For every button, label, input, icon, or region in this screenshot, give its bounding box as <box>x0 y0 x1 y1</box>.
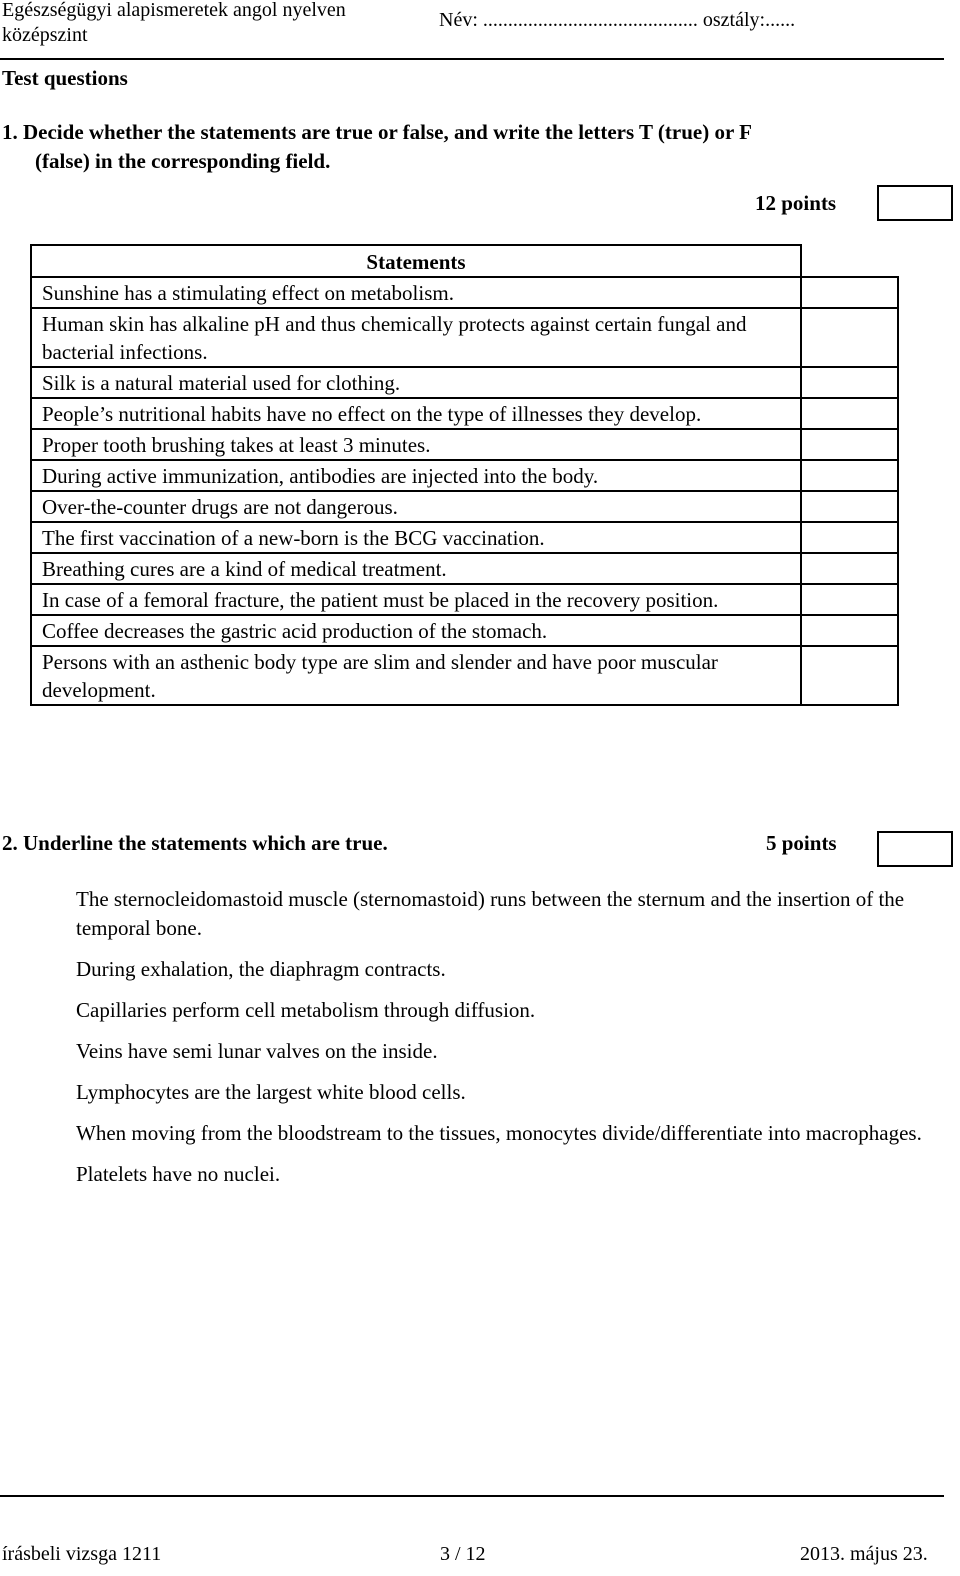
answer-field[interactable] <box>801 491 898 522</box>
answer-field[interactable] <box>801 584 898 615</box>
statement-row <box>31 584 898 615</box>
statement-text: Sunshine has a stimulating effect on metabolism. <box>31 277 801 308</box>
question2-statement[interactable]: Platelets have no nuclei. <box>76 1162 281 1186</box>
question1-line1: 1. Decide whether the statements are true or false, and write the letters T (true) or F <box>2 120 752 144</box>
statement-row <box>31 308 898 367</box>
question2-statement[interactable]: Capillaries perform cell metabolism through diffusion. <box>76 998 536 1022</box>
footer-divider <box>0 1495 944 1497</box>
statement-row <box>31 398 898 429</box>
question2-statement[interactable]: During exhalation, the diaphragm contracts. <box>76 957 446 981</box>
statement-row <box>31 553 898 584</box>
footer-exam-code: írásbeli vizsga 1211 <box>2 1543 162 1565</box>
statement-text: People’s nutritional habits have no effect on the type of illnesses they develop. <box>31 398 801 429</box>
statement-text: Persons with an asthenic body type are slim and slender and have poor muscular development. <box>31 646 801 705</box>
statement-text: Over-the-counter drugs are not dangerous. <box>31 491 801 522</box>
question1-points: 12 points <box>755 191 837 215</box>
answer-field[interactable] <box>801 615 898 646</box>
answer-field[interactable] <box>801 553 898 584</box>
question2-statement-list <box>76 885 936 1201</box>
answer-field[interactable] <box>801 308 898 367</box>
statement-text: In case of a femoral fracture, the patient must be placed in the recovery position. <box>31 584 801 615</box>
statement-row <box>31 460 898 491</box>
question1-line2: (false) in the corresponding field. <box>35 149 331 173</box>
question2-instruction: 2. Underline the statements which are true. <box>2 831 388 855</box>
answer-field[interactable] <box>801 367 898 398</box>
statement-row <box>31 491 898 522</box>
header-name-field: Név: ........................................... osztály:...... <box>439 9 796 31</box>
footer-date: 2013. május 23. <box>800 1543 928 1565</box>
section-title: Test questions <box>2 66 128 90</box>
question2-statement[interactable]: The sternocleidomastoid muscle (sternomastoid) runs between the sternum and the insertion of the temporal bone. <box>76 887 905 940</box>
question2-points: 5 points <box>766 831 837 855</box>
statement-text: Coffee decreases the gastric acid production of the stomach. <box>31 615 801 646</box>
question1-instruction <box>2 118 922 176</box>
statement-text: Silk is a natural material used for clothing. <box>31 367 801 398</box>
statement-row <box>31 277 898 308</box>
header-divider <box>0 58 944 60</box>
statement-row <box>31 429 898 460</box>
answer-field[interactable] <box>801 522 898 553</box>
question2-statement[interactable]: Lymphocytes are the largest white blood cells. <box>76 1080 466 1104</box>
question2-score-box[interactable] <box>877 831 953 867</box>
statement-text: Human skin has alkaline pH and thus chemically protects against certain fungal and bacterial infections. <box>31 308 801 367</box>
answer-field[interactable] <box>801 429 898 460</box>
statements-table <box>30 244 899 706</box>
answer-field[interactable] <box>801 460 898 491</box>
statement-text: The first vaccination of a new-born is the BCG vaccination. <box>31 522 801 553</box>
header-subject-line2: középszint <box>2 24 88 46</box>
header-subject <box>2 0 346 48</box>
question2-statement[interactable]: Veins have semi lunar valves on the inside. <box>76 1039 438 1063</box>
statement-text: Breathing cures are a kind of medical treatment. <box>31 553 801 584</box>
statement-row <box>31 615 898 646</box>
statement-row <box>31 522 898 553</box>
statement-row <box>31 367 898 398</box>
answer-field[interactable] <box>801 646 898 705</box>
answer-field[interactable] <box>801 398 898 429</box>
header-subject-line1: Egészségügyi alapismeretek angol nyelven <box>2 0 346 21</box>
statement-row <box>31 646 898 705</box>
question1-score-box[interactable] <box>877 185 953 221</box>
statements-header: Statements <box>31 245 801 277</box>
question2-statement[interactable]: When moving from the bloodstream to the tissues, monocytes divide/differentiate into macrophages. <box>76 1121 922 1145</box>
footer-page-number: 3 / 12 <box>440 1543 486 1565</box>
statement-text: Proper tooth brushing takes at least 3 minutes. <box>31 429 801 460</box>
statement-text: During active immunization, antibodies are injected into the body. <box>31 460 801 491</box>
answer-field[interactable] <box>801 277 898 308</box>
answer-header-blank <box>801 245 898 277</box>
